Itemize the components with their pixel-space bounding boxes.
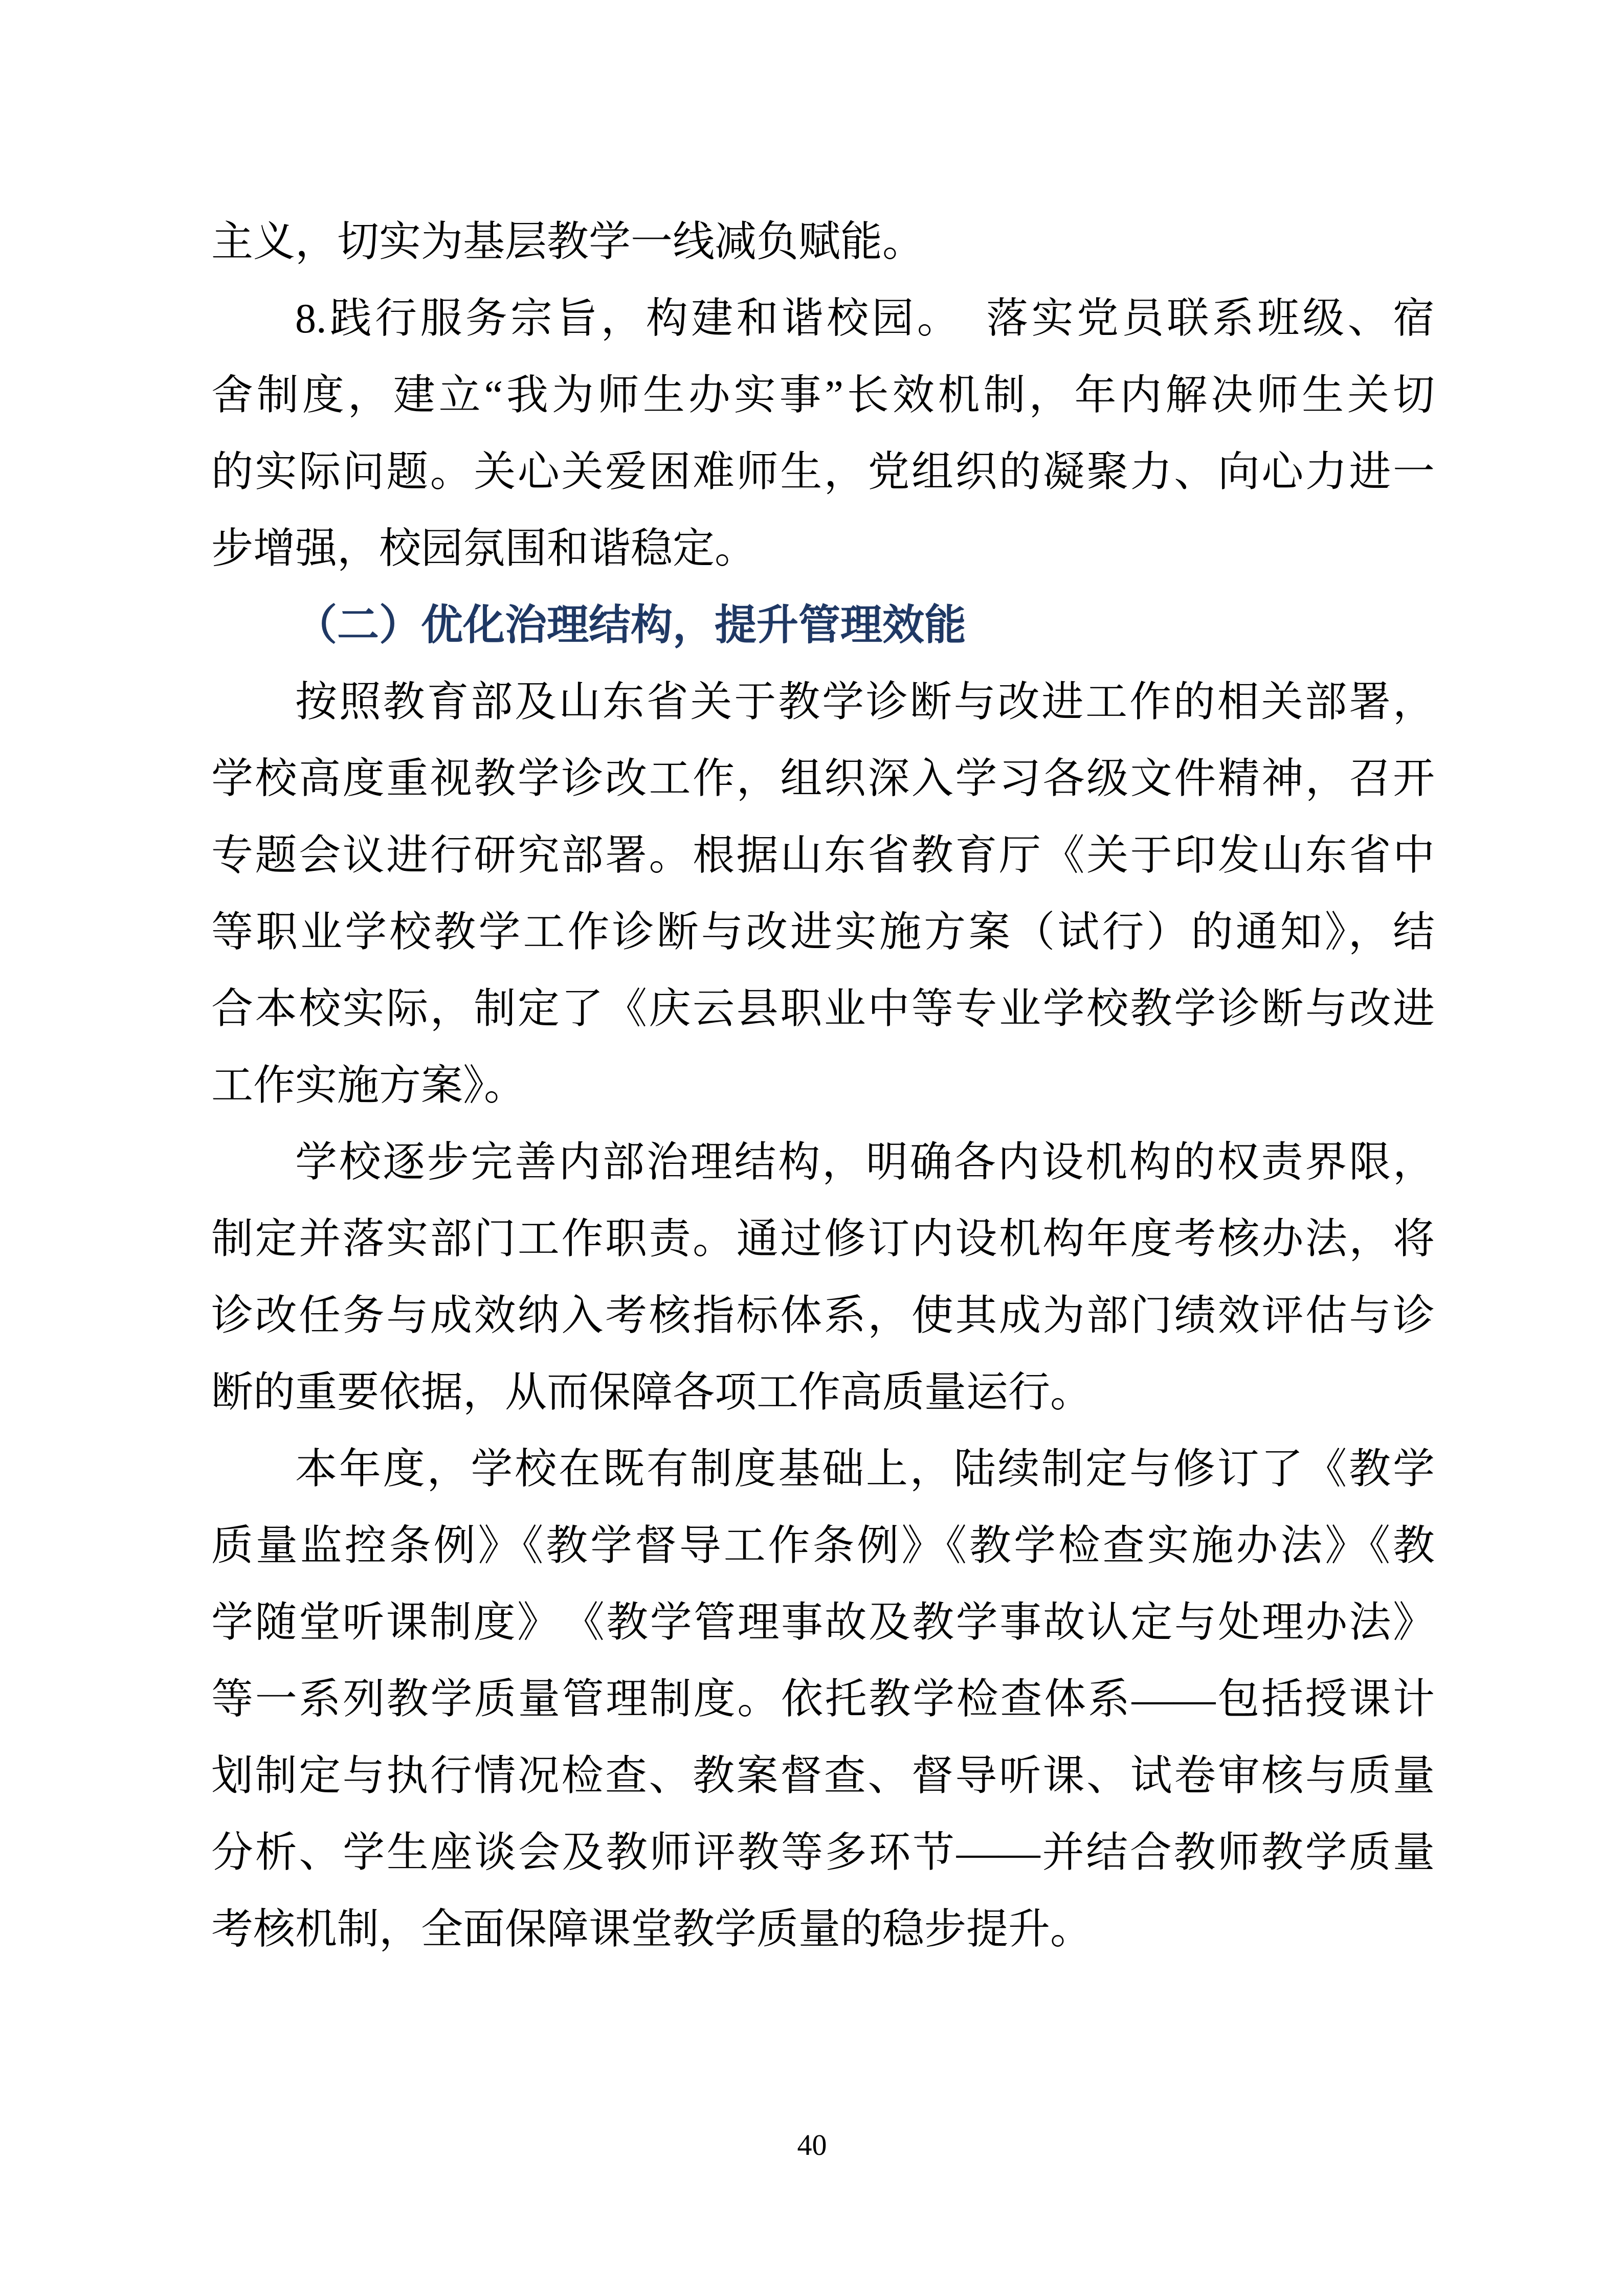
text-line: 制定并落实部门工作职责。通过修订内设机构年度考核办法，将 bbox=[211, 1215, 1435, 1262]
text-line: 学校高度重视教学诊改工作，组织深入学习各级文件精神，召开 bbox=[211, 755, 1435, 802]
text-line: 学校逐步完善内部治理结构，明确各内设机构的权责界限， bbox=[295, 1139, 1435, 1185]
text-line: 的实际问题。关心关爱困难师生，党组织的凝聚力、向心力进一 bbox=[211, 448, 1435, 495]
text-line: 断的重要依据，从而保障各项工作高质量运行。 bbox=[211, 1369, 1093, 1415]
text-line: 主义，切实为基层教学一线减负赋能。 bbox=[211, 218, 925, 265]
text-line: 专题会议进行研究部署。根据山东省教育厅《关于印发山东省中 bbox=[211, 832, 1435, 879]
text-line: 8.践行服务宗旨，构建和谐校园。 落实党员联系班级、宿 bbox=[295, 295, 1435, 342]
text-line: 等一系列教学质量管理制度。依托教学检查体系——包括授课计 bbox=[211, 1676, 1435, 1722]
text-line: 分析、学生座谈会及教师评教等多环节——并结合教师教学质量 bbox=[211, 1829, 1435, 1876]
text-line: 等职业学校教学工作诊断与改进实施方案（试行）的通知》，结 bbox=[211, 909, 1435, 955]
text-line: 考核机制，全面保障课堂教学质量的稳步提升。 bbox=[211, 1906, 1093, 1952]
text-line: 工作实施方案》。 bbox=[211, 1062, 526, 1109]
page-number: 40 bbox=[797, 2128, 827, 2162]
text-line: 诊改任务与成效纳入考核指标体系，使其成为部门绩效评估与诊 bbox=[211, 1292, 1435, 1339]
text-line: 步增强，校园氛围和谐稳定。 bbox=[211, 525, 757, 572]
text-line: 按照教育部及山东省关于教学诊断与改进工作的相关部署， bbox=[295, 679, 1435, 725]
section-heading: （二）优化治理结构，提升管理效能 bbox=[295, 602, 967, 648]
text-line: 质量监控条例》《教学督导工作条例》《教学检查实施办法》《教 bbox=[211, 1522, 1435, 1569]
text-line: 舍制度，建立“我为师生办实事”长效机制，年内解决师生关切 bbox=[211, 372, 1435, 418]
text-line: 本年度，学校在既有制度基础上，陆续制定与修订了《教学 bbox=[295, 1446, 1435, 1492]
text-line: 划制定与执行情况检查、教案督查、督导听课、试卷审核与质量 bbox=[211, 1752, 1435, 1799]
text-block bbox=[211, 204, 1435, 1968]
text-line: 合本校实际，制定了《庆云县职业中等专业学校教学诊断与改进 bbox=[211, 985, 1435, 1032]
text-line: 学随堂听课制度》 《教学管理事故及教学事故认定与处理办法》 bbox=[211, 1599, 1435, 1646]
